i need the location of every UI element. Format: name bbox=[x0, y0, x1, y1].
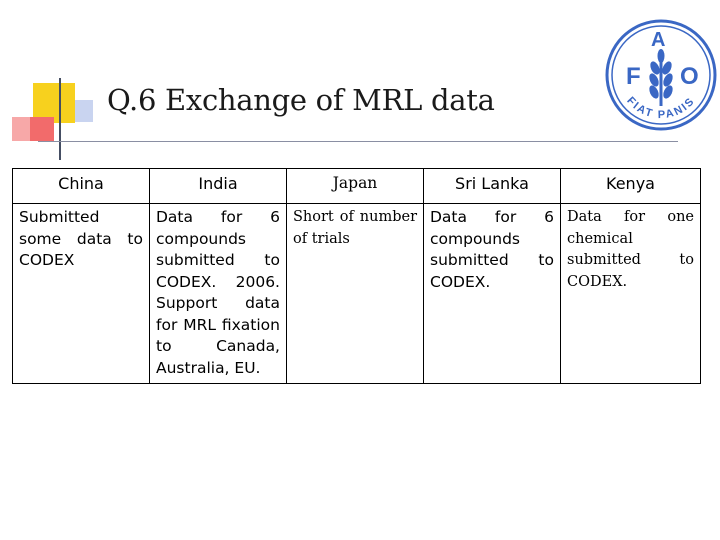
title-underline bbox=[38, 141, 678, 142]
cell-kenya: Data for one chemical submitted to CODEX. bbox=[561, 204, 701, 384]
header-india: India bbox=[150, 169, 287, 204]
logo-letter-a: A bbox=[651, 29, 666, 51]
accent-square-blue bbox=[75, 100, 93, 122]
cell-japan: Short of number of trials bbox=[287, 204, 424, 384]
slide-title: Q.6 Exchange of MRL data bbox=[107, 83, 495, 117]
header-china: China bbox=[13, 169, 150, 204]
accent-vertical-rule bbox=[59, 78, 61, 160]
accent-square-pink bbox=[12, 117, 30, 141]
logo-motto: FIAT PANIS bbox=[624, 94, 698, 122]
header-sri-lanka: Sri Lanka bbox=[424, 169, 561, 204]
fao-logo-icon bbox=[604, 18, 718, 132]
logo-letter-o: O bbox=[680, 63, 699, 90]
header-japan: Japan bbox=[287, 169, 424, 204]
mrl-exchange-table bbox=[12, 168, 701, 384]
table-row bbox=[13, 204, 701, 384]
table-header-row bbox=[13, 169, 701, 204]
header-kenya: Kenya bbox=[561, 169, 701, 204]
logo-letter-f: F bbox=[626, 63, 641, 90]
cell-india: Data for 6 compounds submitted to CODEX. 2006. Support data for MRL fixation to Canada, Australia, EU. bbox=[150, 204, 287, 384]
cell-china: Submitted some data to CODEX bbox=[13, 204, 150, 384]
cell-sri-lanka: Data for 6 compounds submitted to CODEX. bbox=[424, 204, 561, 384]
